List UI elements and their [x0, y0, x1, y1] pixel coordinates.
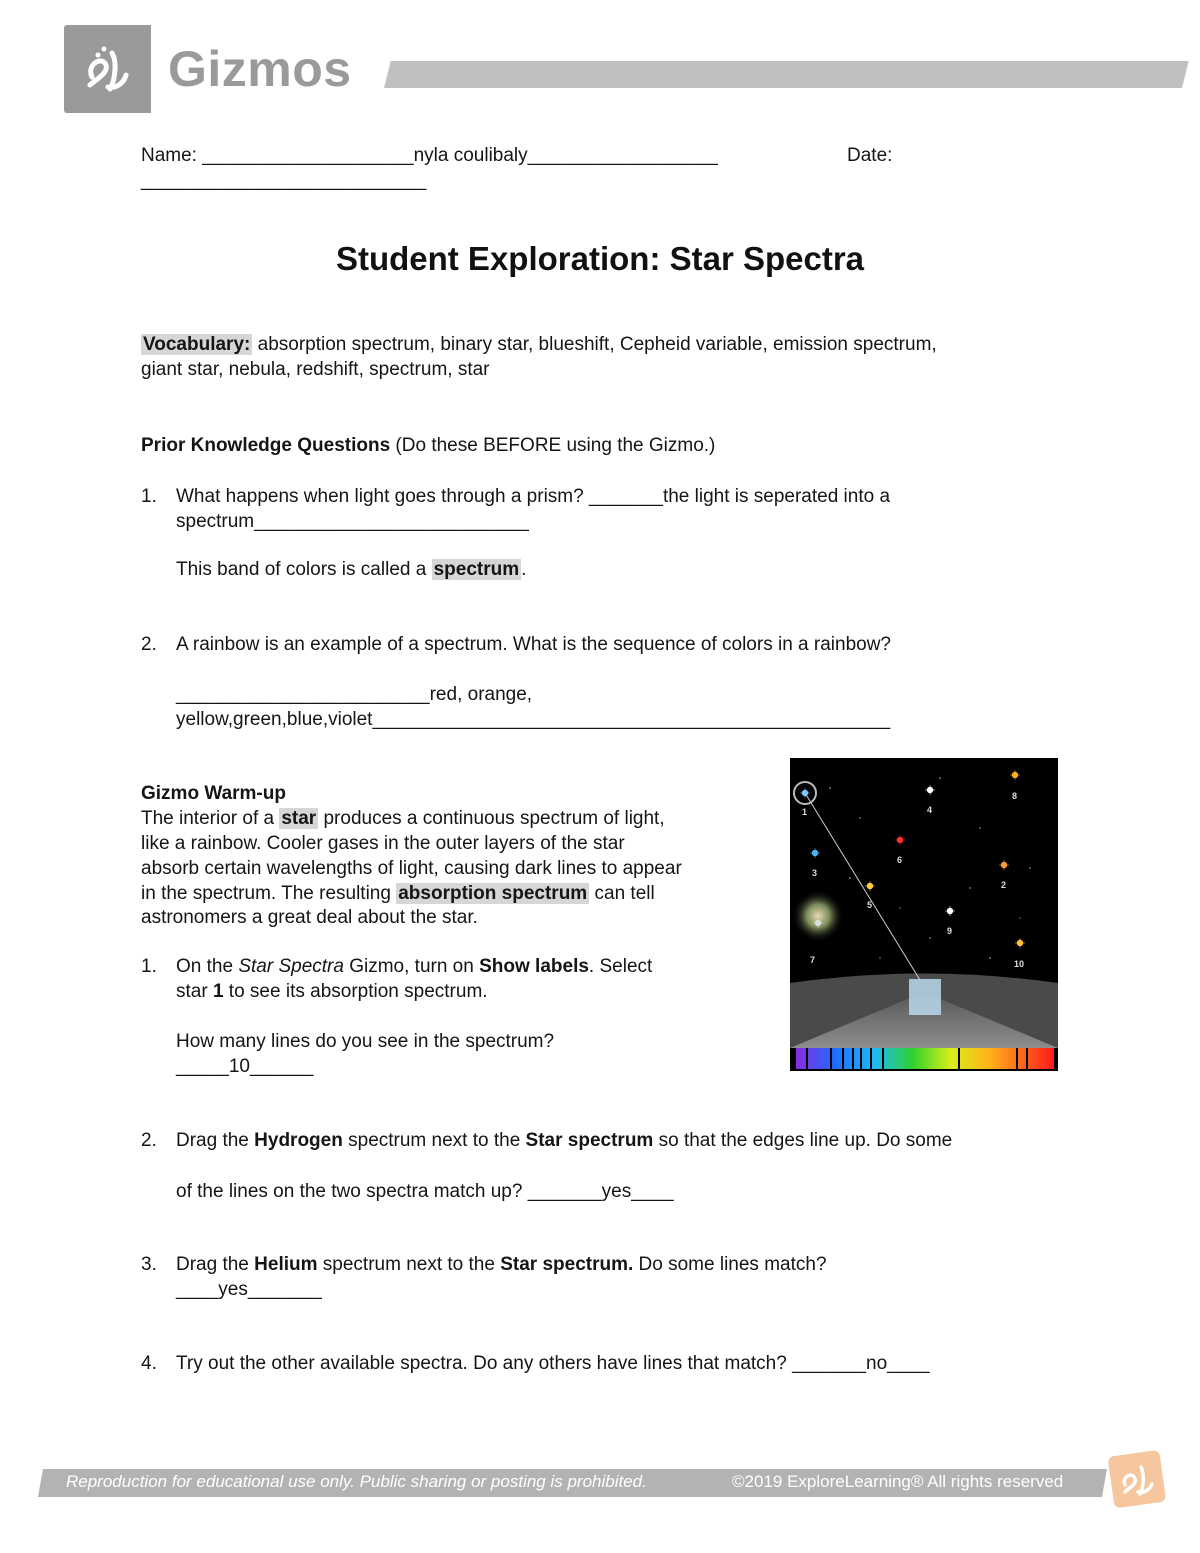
q1-text: to see its absorption spectrum. — [223, 981, 488, 1002]
prior-q2-text: A rainbow is an example of a spectrum. What is the sequence of colors in a rainbow? — [176, 634, 891, 655]
vocabulary-terms-2: giant star, nebula, redshift, spectrum, star — [141, 359, 490, 380]
q1-text: star — [176, 981, 213, 1002]
star-label-7: 7 — [810, 955, 816, 965]
warmup-para-4 — [141, 881, 655, 906]
star-label-6: 6 — [897, 855, 903, 865]
warmup-text: in the spectrum. The resulting — [141, 883, 397, 904]
band-text: This band of colors is called a — [176, 559, 432, 580]
absorption-line — [1016, 1048, 1018, 1069]
absorption-line — [1026, 1048, 1028, 1069]
name-label: Name: — [141, 145, 197, 166]
header-bar — [384, 61, 1189, 88]
el-logo-icon — [64, 25, 151, 113]
star-label-1: 1 — [802, 807, 808, 817]
band-term-spectrum: spectrum — [433, 559, 520, 580]
star-number: 1 — [212, 981, 224, 1002]
absorption-line — [882, 1048, 884, 1069]
warmup-heading: Gizmo Warm-up — [141, 783, 286, 804]
absorption-line — [852, 1048, 854, 1069]
footer-disclaimer: Reproduction for educational use only. Public sharing or posting is prohibited. — [66, 1472, 647, 1491]
date-label: Date: — [847, 145, 893, 166]
q3-text: spectrum next to the — [317, 1254, 501, 1275]
prior-q1-line-1[interactable]: What happens when light goes through a prism? _______the light is seperated into a — [176, 486, 891, 507]
warmup-para-2: like a rainbow. Cooler gases in the outer layers of the star — [141, 833, 625, 854]
show-labels-term: Show labels — [479, 956, 589, 977]
q2-text: so that the edges line up. Do some — [653, 1130, 953, 1151]
warmup-q1-question: How many lines do you see in the spectrum? — [176, 1031, 555, 1052]
warmup-text: The interior of a — [141, 808, 280, 829]
prior-heading-line — [141, 433, 715, 458]
warmup-q3-num: 3. — [141, 1254, 157, 1275]
name-value[interactable]: ____________________nyla coulibaly__________________ — [196, 145, 718, 166]
warmup-text: can tell — [589, 883, 655, 904]
date-blank[interactable]: ___________________________ — [141, 170, 427, 191]
warmup-q2-line-1 — [176, 1128, 952, 1153]
warmup-q4-num: 4. — [141, 1353, 157, 1374]
q3-text: Do some lines match? — [633, 1254, 827, 1275]
footer-logo — [1105, 1447, 1171, 1513]
q1-text: . Select — [588, 956, 653, 977]
brand-name: Gizmos — [168, 41, 352, 97]
q1-text: On the — [176, 956, 239, 977]
star-label-5: 5 — [867, 900, 873, 910]
absorption-line — [830, 1048, 832, 1069]
absorption-line — [806, 1048, 808, 1069]
logo-mark — [64, 25, 151, 113]
star-spectra-gizmo-image — [790, 758, 1058, 1071]
warmup-q1-num: 1. — [141, 956, 157, 977]
warmup-q4-text[interactable]: Try out the other available spectra. Do any others have lines that match? _______no____ — [176, 1353, 930, 1374]
nebula — [792, 890, 844, 942]
star-spectrum-term: Star spectrum — [525, 1130, 654, 1151]
warmup-para-5: astronomers a great deal about the star. — [141, 907, 478, 928]
prism-icon — [909, 979, 941, 1015]
warmup-text: produces a continuous spectrum of light, — [318, 808, 665, 829]
star-label-8: 8 — [1012, 791, 1018, 801]
prior-q1-band — [176, 557, 526, 582]
term-star: star — [281, 808, 317, 829]
hydrogen-term: Hydrogen — [254, 1130, 343, 1151]
warmup-q1-line-1 — [176, 954, 652, 979]
helium-term: Helium — [254, 1254, 318, 1275]
warmup-q3-line-2[interactable]: ____yes_______ — [176, 1279, 322, 1300]
warmup-q2-num: 2. — [141, 1130, 157, 1151]
absorption-spectrum-bar — [796, 1048, 1054, 1069]
page-title: Student Exploration: Star Spectra — [335, 240, 865, 277]
warmup-q3-line-1 — [176, 1252, 827, 1277]
absorption-line — [842, 1048, 844, 1069]
star-label-4: 4 — [927, 805, 933, 815]
vocabulary-label: Vocabulary: — [143, 334, 251, 355]
prior-q1-line-2[interactable]: spectrum__________________________ — [176, 511, 529, 532]
gizmo-name: Star Spectra — [238, 956, 344, 977]
warmup-para-1 — [141, 806, 665, 831]
warmup-q1-line-2 — [176, 979, 488, 1004]
term-absorption-spectrum: absorption spectrum — [398, 883, 588, 904]
q2-text: Drag the — [176, 1130, 255, 1151]
prior-q2-answer-2[interactable]: yellow,green,blue,violet_________________________________________________ — [176, 709, 891, 730]
name-line — [141, 143, 718, 168]
star-label-2: 2 — [1001, 880, 1007, 890]
q3-text: Drag the — [176, 1254, 255, 1275]
q1-text: Gizmo, turn on — [343, 956, 480, 977]
absorption-line — [860, 1048, 862, 1069]
vocabulary-terms-1: absorption spectrum, binary star, blueshift, Cepheid variable, emission spectrum, — [252, 334, 937, 355]
q2-text: spectrum next to the — [342, 1130, 526, 1151]
star-label-10: 10 — [1014, 959, 1025, 969]
prior-q1-num: 1. — [141, 486, 157, 507]
el-footer-logo-icon — [1105, 1447, 1171, 1513]
band-period: . — [521, 559, 527, 580]
absorption-line — [958, 1048, 960, 1069]
star-field-svg — [790, 758, 1058, 1071]
star-label-9: 9 — [947, 926, 953, 936]
warmup-q2-line-2[interactable]: of the lines on the two spectra match up? _______yes____ — [176, 1181, 674, 1202]
absorption-line — [870, 1048, 872, 1069]
vocabulary-line-1 — [141, 332, 937, 357]
prior-q2-num: 2. — [141, 634, 157, 655]
star-spectrum-term: Star spectrum. — [500, 1254, 634, 1275]
star-label-3: 3 — [812, 868, 818, 878]
prior-note: (Do these BEFORE using the Gizmo.) — [390, 435, 716, 456]
prior-q2-answer-1[interactable]: ________________________red, orange, — [176, 684, 533, 705]
prior-heading: Prior Knowledge Questions — [141, 435, 391, 456]
warmup-q1-answer[interactable]: _____10______ — [176, 1056, 314, 1077]
footer-copyright: ©2019 ExploreLearning® All rights reserved — [732, 1472, 1064, 1491]
warmup-para-3: absorb certain wavelengths of light, causing dark lines to appear — [141, 858, 682, 879]
